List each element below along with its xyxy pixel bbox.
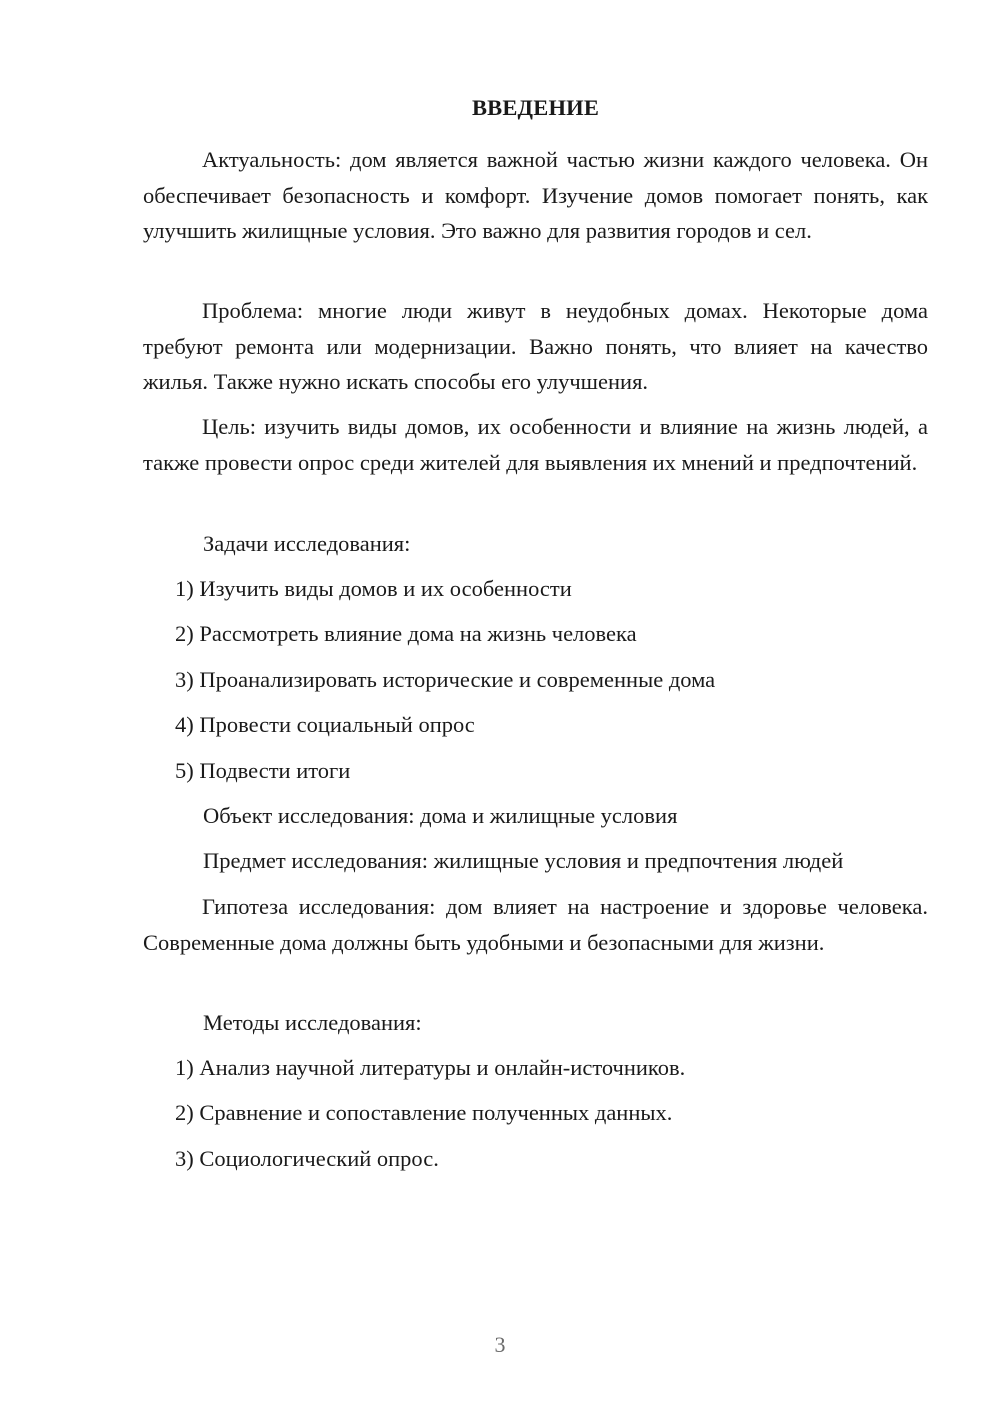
relevance-paragraph (143, 142, 928, 249)
goal-paragraph (143, 409, 928, 480)
tasks-heading: Задачи исследования: (203, 531, 411, 556)
hypothesis-text: Гипотеза исследования: дом влияет на настроение и здоровье человека. Современные дома должны быть удобными и безопасными для жизни. (143, 894, 928, 955)
relevance-text: Актуальность: дом является важной частью жизни каждого человека. Он обеспечивает безопасность и комфорт. Изучение домов помогает понять, как улучшить жилищные условия. Это важно для развития городов и сел. (143, 147, 928, 243)
problem-text: Проблема: многие люди живут в неудобных домах. Некоторые дома требуют ремонта или модернизации. Важно понять, что влияет на качество жилья. Также нужно искать способы его улучшения. (143, 298, 928, 394)
method-item: 3) Социологический опрос. (175, 1146, 439, 1171)
problem-paragraph (143, 293, 928, 400)
task-item: 5) Подвести итоги (175, 758, 351, 783)
task-item: 4) Провести социальный опрос (175, 712, 475, 737)
task-item: 2) Рассмотреть влияние дома на жизнь человека (175, 621, 637, 646)
research-subject: Предмет исследования: жилищные условия и предпочтения людей (203, 848, 844, 873)
goal-text: Цель: изучить виды домов, их особенности и влияние на жизнь людей, а также провести опрос среди жителей для выявления их мнений и предпочтений. (143, 414, 928, 475)
task-item: 3) Проанализировать исторические и современные дома (175, 667, 716, 692)
page-title: ВВЕДЕНИЕ (471, 95, 600, 120)
method-item: 2) Сравнение и сопоставление полученных данных. (175, 1100, 673, 1125)
page-number: 3 (494, 1332, 506, 1357)
task-item: 1) Изучить виды домов и их особенности (175, 576, 572, 601)
methods-heading: Методы исследования: (203, 1010, 422, 1035)
hypothesis-paragraph (143, 889, 928, 960)
method-item: 1) Анализ научной литературы и онлайн-источников. (175, 1055, 686, 1080)
research-object: Объект исследования: дома и жилищные условия (203, 803, 678, 828)
